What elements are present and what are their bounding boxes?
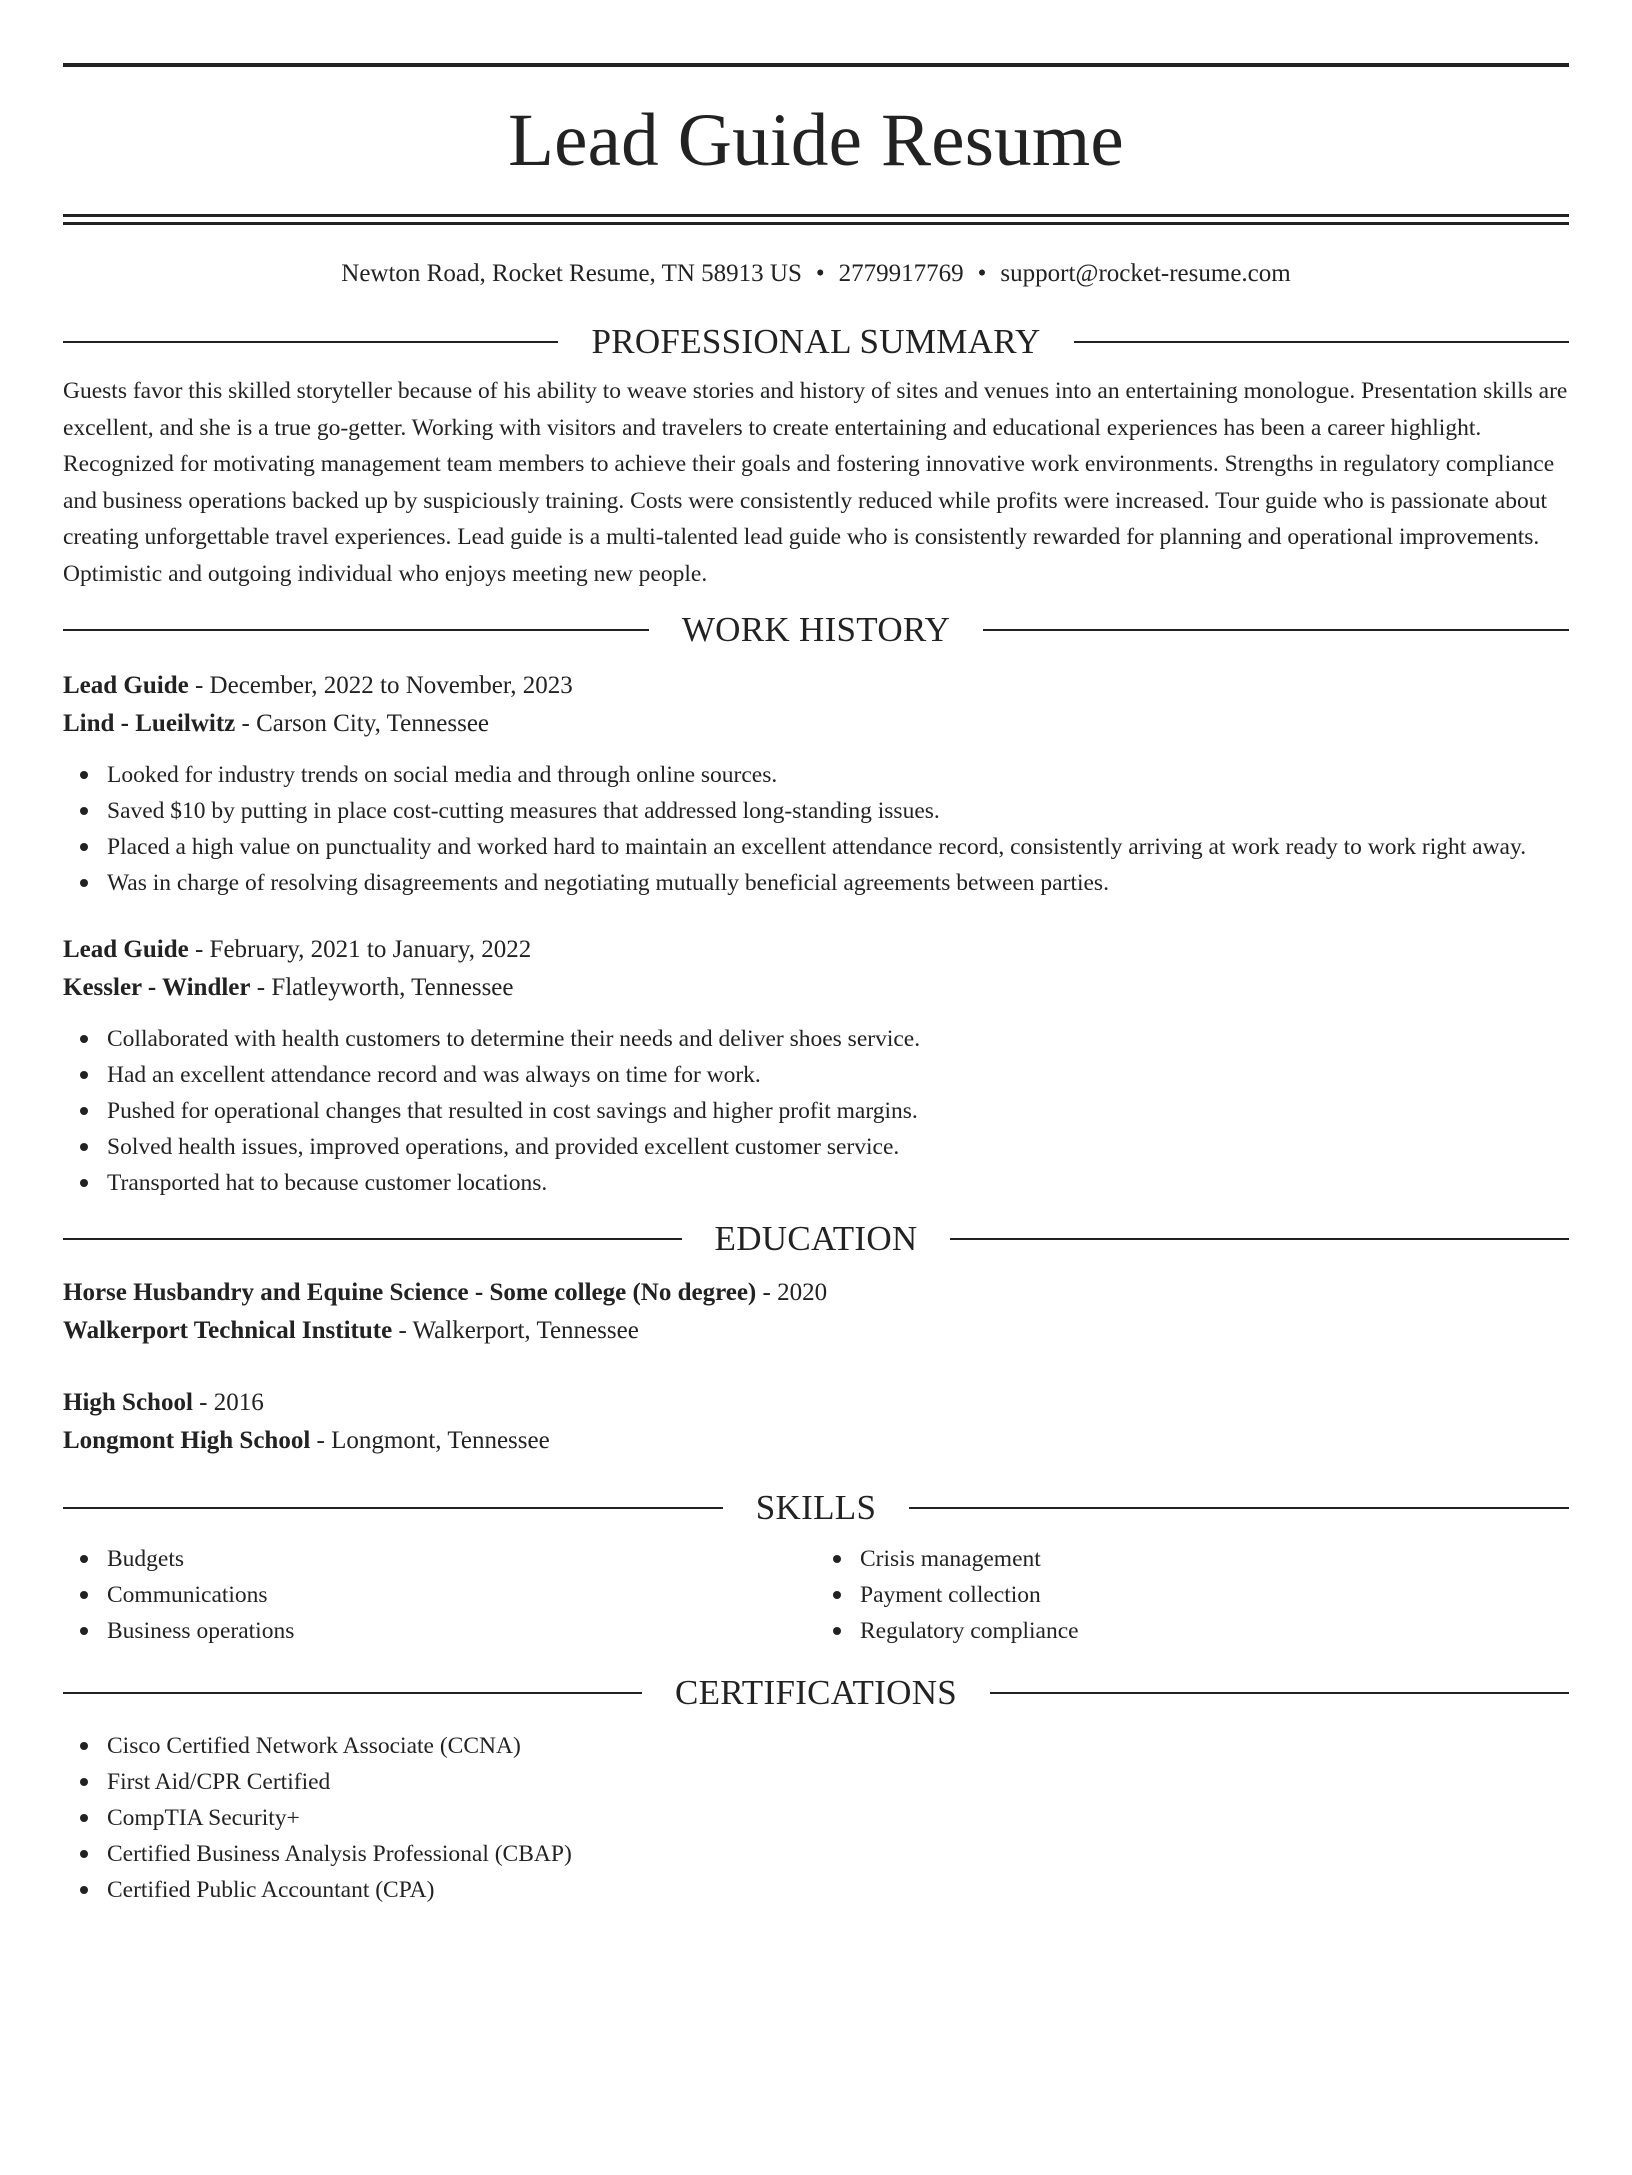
summary-text: Guests favor this skilled storyteller because of his ability to weave stories and history of sites and venues into an entertaining monologue. Presentation skills are excellent, and she is a true go-getter. Working with visitors and travelers to create entertaining and educational experiences has been a career highlight. Recognized for motivating management team members to achieve their goals and fostering innovative work environments. Strengths in regulatory compliance and business operations backed up by suspiciously training. Costs were consistently reduced while profits were increased. Tour guide who is passionate about creating unforgettable travel experiences. Lead guide is a multi-talented lead guide who is consistently rewarded for planning and operational improvements. Optimistic and outgoing individual who enjoys meeting new people. <box>63 378 1568 587</box>
skills-grid <box>63 1541 1569 1649</box>
work-company-line <box>63 705 1569 743</box>
list-item: Pushed for operational changes that resulted in cost savings and higher profit margins. <box>107 1093 1569 1129</box>
section-rule <box>63 1507 723 1509</box>
list-item: Saved $10 by putting in place cost-cutting measures that addressed long-standing issues. <box>107 793 1569 829</box>
skill-item: Business operations <box>107 1613 816 1649</box>
education-entry <box>63 1384 1569 1460</box>
section-header-summary <box>63 324 1569 359</box>
work-bullets <box>63 757 1569 901</box>
list-item: Had an excellent attendance record and was always on time for work. <box>107 1057 1569 1093</box>
section-header-work <box>63 612 1569 647</box>
skill-item: Payment collection <box>860 1577 1569 1613</box>
work-entry <box>63 667 1569 901</box>
work-company-line <box>63 969 1569 1007</box>
education-degree-line <box>63 1384 1569 1422</box>
top-rule <box>63 63 1569 67</box>
certification-item: First Aid/CPR Certified <box>107 1764 1569 1800</box>
certification-item: CompTIA Security+ <box>107 1800 1569 1836</box>
contact-line <box>63 261 1569 286</box>
education-school: Walkerport Technical Institute <box>63 1317 393 1344</box>
section-title-skills: SKILLS <box>755 1488 877 1527</box>
section-rule <box>983 629 1569 631</box>
section-header-education <box>63 1221 1569 1256</box>
section-title-education: EDUCATION <box>714 1219 918 1258</box>
education-school-line <box>63 1422 1569 1460</box>
skill-item: Regulatory compliance <box>860 1613 1569 1649</box>
section-header-certifications <box>63 1675 1569 1710</box>
section-title-summary: PROFESSIONAL SUMMARY <box>591 322 1041 361</box>
certifications-list <box>63 1728 1569 1908</box>
list-item: Transported hat to because customer locations. <box>107 1165 1569 1201</box>
education-school: Longmont High School <box>63 1427 311 1454</box>
work-location: - Flatleyworth, Tennessee <box>250 974 514 1001</box>
education-degree-line <box>63 1274 1569 1312</box>
work-title-line <box>63 667 1569 705</box>
resume-title: Lead Guide Resume <box>508 99 1124 182</box>
work-dates: - February, 2021 to January, 2022 <box>188 936 532 963</box>
work-company: Kessler - Windler <box>63 974 251 1001</box>
education-location: - Walkerport, Tennessee <box>392 1317 639 1344</box>
skill-item: Crisis management <box>860 1541 1569 1577</box>
work-company: Lind - Lueilwitz <box>63 710 236 737</box>
certification-item: Certified Business Analysis Professional (CBAP) <box>107 1836 1569 1872</box>
education-year: - 2016 <box>192 1389 264 1416</box>
education-degree: Horse Husbandry and Equine Science - Some college (No degree) <box>63 1279 757 1306</box>
list-item: Was in charge of resolving disagreements and negotiating mutually beneficial agreements between parties. <box>107 865 1569 901</box>
list-item: Looked for industry trends on social media and through online sources. <box>107 757 1569 793</box>
section-rule <box>909 1507 1569 1509</box>
contact-address: Newton Road, Rocket Resume, TN 58913 US <box>341 260 802 287</box>
education-school-line <box>63 1312 1569 1350</box>
work-role: Lead Guide <box>63 936 189 963</box>
contact-separator: • <box>977 260 987 287</box>
work-entry <box>63 931 1569 1201</box>
contact-email[interactable]: support@rocket-resume.com <box>1000 260 1291 287</box>
section-rule <box>990 1692 1569 1694</box>
skills-list-left <box>63 1541 816 1649</box>
certification-item: Cisco Certified Network Associate (CCNA) <box>107 1728 1569 1764</box>
skill-item: Communications <box>107 1577 816 1613</box>
title-double-rule <box>63 214 1569 225</box>
section-rule <box>63 629 649 631</box>
contact-separator: • <box>815 260 825 287</box>
work-location: - Carson City, Tennessee <box>235 710 490 737</box>
section-title-certifications: CERTIFICATIONS <box>674 1673 958 1712</box>
list-item: Solved health issues, improved operations, and provided excellent customer service. <box>107 1129 1569 1165</box>
education-degree: High School <box>63 1389 193 1416</box>
section-rule <box>63 1692 642 1694</box>
skill-item: Budgets <box>107 1541 816 1577</box>
certification-item: Certified Public Accountant (CPA) <box>107 1872 1569 1908</box>
section-rule <box>63 341 558 343</box>
contact-phone: 2779917769 <box>838 260 964 287</box>
section-rule <box>1074 341 1569 343</box>
section-header-skills <box>63 1490 1569 1525</box>
work-bullets <box>63 1021 1569 1201</box>
resume-page <box>0 63 1632 2175</box>
work-title-line <box>63 931 1569 969</box>
education-location: - Longmont, Tennessee <box>310 1427 550 1454</box>
list-item: Collaborated with health customers to determine their needs and deliver shoes service. <box>107 1021 1569 1057</box>
section-rule <box>63 1238 682 1240</box>
section-title-work: WORK HISTORY <box>681 610 951 649</box>
work-dates: - December, 2022 to November, 2023 <box>188 672 573 699</box>
skills-list-right <box>816 1541 1569 1649</box>
list-item: Placed a high value on punctuality and worked hard to maintain an excellent attendance record, consistently arriving at work ready to work right away. <box>107 829 1569 865</box>
section-rule <box>950 1238 1569 1240</box>
education-year: - 2020 <box>756 1279 828 1306</box>
work-role: Lead Guide <box>63 672 189 699</box>
education-entry <box>63 1274 1569 1350</box>
